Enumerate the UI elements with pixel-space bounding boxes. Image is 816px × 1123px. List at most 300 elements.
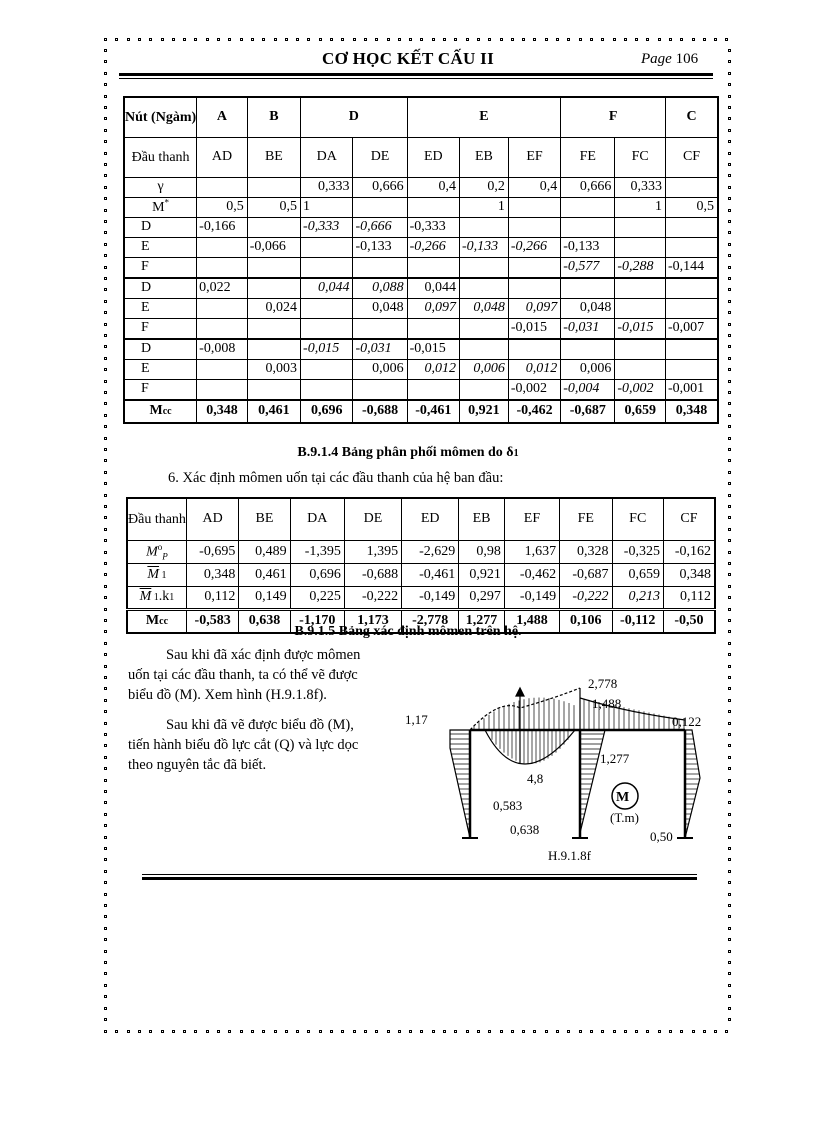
border-dot — [725, 38, 728, 41]
t2-value: -0,149 — [402, 586, 459, 609]
border-dot — [488, 1030, 491, 1033]
t2-total-value: 0,106 — [560, 609, 612, 633]
border-dot — [728, 950, 731, 953]
distribution-value — [460, 217, 509, 237]
row-label: D — [124, 278, 197, 299]
distribution-value: -0,015 — [301, 339, 353, 360]
distribution-value: -0,666 — [353, 217, 407, 237]
border-dot — [296, 1030, 299, 1033]
border-dot — [172, 38, 175, 41]
border-dot — [104, 790, 107, 793]
border-dot — [533, 1030, 536, 1033]
border-dot — [511, 38, 514, 41]
t2-total-value: -1,170 — [290, 609, 344, 633]
border-dot — [728, 961, 731, 964]
distribution-value: -0,266 — [407, 237, 459, 257]
border-dot — [728, 334, 731, 337]
t2-total-value: 1,173 — [344, 609, 401, 633]
end-de: DE — [353, 137, 407, 177]
border-dot — [104, 585, 107, 588]
border-dot — [635, 38, 638, 41]
distribution-value: 0,048 — [353, 298, 407, 318]
distribution-value — [197, 359, 248, 379]
border-dot — [728, 870, 731, 873]
border-dot — [206, 38, 209, 41]
distribution-value: -0,333 — [301, 217, 353, 237]
border-dot — [104, 676, 107, 679]
border-dot — [728, 243, 731, 246]
distribution-row — [124, 379, 718, 400]
border-dot — [728, 938, 731, 941]
border-dot — [590, 38, 593, 41]
border-dot — [728, 893, 731, 896]
border-dot — [172, 1030, 175, 1033]
border-dot — [387, 38, 390, 41]
border-dot — [420, 1030, 423, 1033]
t2-value: 0,297 — [459, 586, 505, 609]
table1-caption: B.9.1.4 Bảng phân phối mômen do δ1 — [297, 445, 519, 460]
border-dot — [104, 642, 107, 645]
gamma-value — [666, 177, 719, 197]
border-dot — [398, 1030, 401, 1033]
row-label: E — [124, 359, 197, 379]
mstar-value: 1 — [301, 197, 353, 217]
t2-value: 0,98 — [459, 540, 505, 563]
t2-value: -0,688 — [344, 563, 401, 586]
header-rule-thin — [119, 78, 713, 79]
border-dot — [104, 562, 107, 565]
border-dot — [728, 391, 731, 394]
distribution-value: -0,008 — [197, 339, 248, 360]
border-dot — [104, 209, 107, 212]
distribution-value: -0,144 — [666, 257, 719, 278]
total-value: 0,659 — [615, 400, 666, 423]
distribution-value — [301, 318, 353, 339]
border-dot — [728, 801, 731, 804]
mstar-value — [561, 197, 615, 217]
label-0583: 0,583 — [493, 798, 523, 813]
border-dot — [725, 1030, 728, 1033]
figure-caption: H.9.1.8f — [548, 848, 591, 863]
border-dot — [104, 687, 107, 690]
row-label: E — [124, 298, 197, 318]
distribution-value: -0,288 — [615, 257, 666, 278]
distribution-value — [301, 379, 353, 400]
border-dot — [466, 38, 469, 41]
distribution-value: -0,004 — [561, 379, 615, 400]
mstar-value — [508, 197, 560, 217]
border-dot — [240, 38, 243, 41]
ends-label: Đầu thanh — [124, 137, 197, 177]
distribution-row — [124, 257, 718, 278]
gamma-value: 0,4 — [407, 177, 459, 197]
node-header-row — [124, 97, 718, 137]
distribution-value: -0,002 — [615, 379, 666, 400]
border-dot — [635, 1030, 638, 1033]
border-dot — [364, 38, 367, 41]
border-dot — [387, 1030, 390, 1033]
distribution-value: 0,012 — [407, 359, 459, 379]
p2-line1: Sau khi đã vẽ được biểu đồ (M), — [166, 717, 354, 733]
t2-value: -1,395 — [290, 540, 344, 563]
total-row — [124, 400, 718, 423]
border-dot — [669, 1030, 672, 1033]
border-dot — [251, 38, 254, 41]
p2-line3: theo nguyên tắc đã biết. — [128, 757, 267, 773]
border-dot — [728, 380, 731, 383]
t2-row — [127, 540, 715, 563]
border-dot — [728, 174, 731, 177]
border-dot — [728, 277, 731, 280]
node-c: C — [666, 97, 719, 137]
distribution-value — [407, 379, 459, 400]
border-dot — [728, 186, 731, 189]
border-dot — [728, 881, 731, 884]
border-dot — [307, 1030, 310, 1033]
border-dot — [104, 494, 107, 497]
border-dot — [728, 596, 731, 599]
t2-value: 0,112 — [663, 586, 715, 609]
border-dot — [466, 1030, 469, 1033]
border-dot — [104, 573, 107, 576]
border-dot — [601, 1030, 604, 1033]
border-dot — [104, 950, 107, 953]
distribution-value — [247, 257, 300, 278]
distribution-value: 0,097 — [407, 298, 459, 318]
border-dot — [692, 38, 695, 41]
border-dot — [728, 323, 731, 326]
distribution-value — [460, 257, 509, 278]
border-dot — [104, 744, 107, 747]
border-dot — [330, 1030, 333, 1033]
border-dot — [669, 38, 672, 41]
border-dot — [728, 357, 731, 360]
border-dot — [579, 38, 582, 41]
border-dot — [161, 38, 164, 41]
moment-distribution-table — [123, 96, 719, 424]
distribution-value: -0,015 — [615, 318, 666, 339]
border-dot — [728, 117, 731, 120]
distribution-value — [460, 379, 509, 400]
distribution-value — [615, 359, 666, 379]
t2-row — [127, 586, 715, 609]
gamma-value — [247, 177, 300, 197]
border-dot — [104, 505, 107, 508]
t2-value: -0,695 — [186, 540, 238, 563]
end-ed: ED — [407, 137, 459, 177]
mstar-value: 0,5 — [197, 197, 248, 217]
border-dot — [567, 38, 570, 41]
end-cf: CF — [666, 137, 719, 177]
border-dot — [728, 266, 731, 269]
t2-value: -0,462 — [504, 563, 559, 586]
border-dot — [104, 915, 107, 918]
gamma-value — [197, 177, 248, 197]
border-dot — [500, 1030, 503, 1033]
border-dot — [728, 539, 731, 542]
t2-total-value: 1,488 — [504, 609, 559, 633]
border-dot — [104, 323, 107, 326]
gamma-value: 0,666 — [353, 177, 407, 197]
ends-row — [124, 137, 718, 177]
border-dot — [104, 858, 107, 861]
distribution-row — [124, 237, 718, 257]
border-dot — [728, 95, 731, 98]
distribution-row — [124, 217, 718, 237]
distribution-value — [407, 318, 459, 339]
border-dot — [728, 528, 731, 531]
distribution-value — [508, 278, 560, 299]
distribution-value — [615, 339, 666, 360]
border-dot — [728, 83, 731, 86]
border-dot — [104, 881, 107, 884]
border-dot — [646, 38, 649, 41]
distribution-value — [301, 257, 353, 278]
border-dot — [680, 1030, 683, 1033]
border-dot — [714, 38, 717, 41]
border-dot — [104, 414, 107, 417]
border-dot — [138, 1030, 141, 1033]
border-dot — [104, 425, 107, 428]
distribution-value — [247, 379, 300, 400]
distribution-value: -0,577 — [561, 257, 615, 278]
border-dot — [567, 1030, 570, 1033]
distribution-row — [124, 339, 718, 360]
border-dot — [104, 231, 107, 234]
border-dot — [728, 779, 731, 782]
distribution-value — [615, 237, 666, 257]
t2-value: -0,222 — [344, 586, 401, 609]
t2-value: 0,348 — [186, 563, 238, 586]
page-header-title: CƠ HỌC KẾT CẤU II — [322, 49, 494, 68]
border-dot — [104, 402, 107, 405]
table2-caption: B.9.1.5 Bảng xác định mômen trên hệ. — [294, 624, 522, 639]
border-dot — [728, 551, 731, 554]
border-dot — [477, 1030, 480, 1033]
total-value: -0,687 — [561, 400, 615, 423]
distribution-value — [197, 237, 248, 257]
border-dot — [228, 1030, 231, 1033]
border-dot — [104, 653, 107, 656]
mstar-value — [407, 197, 459, 217]
distribution-value: 0,024 — [247, 298, 300, 318]
border-dot — [115, 1030, 118, 1033]
node-d: D — [301, 97, 408, 137]
label-0122: 0,122 — [672, 714, 702, 729]
border-dot — [104, 893, 107, 896]
label-050: 0,50 — [650, 829, 673, 844]
distribution-value — [460, 339, 509, 360]
distribution-value — [508, 217, 560, 237]
border-dot — [728, 733, 731, 736]
row-label: F — [124, 379, 197, 400]
border-dot — [104, 1018, 107, 1021]
border-dot — [274, 38, 277, 41]
border-dot — [104, 482, 107, 485]
border-dot — [104, 847, 107, 850]
border-dot — [104, 596, 107, 599]
border-dot — [104, 801, 107, 804]
total-value: 0,921 — [460, 400, 509, 423]
t2-end-da: DA — [290, 498, 344, 540]
border-dot — [104, 870, 107, 873]
distribution-value — [561, 339, 615, 360]
border-dot — [262, 1030, 265, 1033]
t2-ends-label: Đầu thanh — [127, 498, 186, 540]
t2-value: 0,328 — [560, 540, 612, 563]
footer-rule-thin — [142, 874, 697, 875]
distribution-row — [124, 359, 718, 379]
border-dot — [104, 129, 107, 132]
border-dot — [104, 311, 107, 314]
border-dot — [104, 368, 107, 371]
distribution-value — [247, 217, 300, 237]
t2-value: 0,659 — [612, 563, 663, 586]
border-dot — [545, 1030, 548, 1033]
distribution-value: 0,012 — [508, 359, 560, 379]
border-dot — [522, 38, 525, 41]
border-dot — [728, 425, 731, 428]
border-dot — [104, 277, 107, 280]
gamma-label: γ — [124, 177, 197, 197]
border-dot — [104, 984, 107, 987]
node-header-label: Nút (Ngàm) — [124, 97, 197, 137]
distribution-value: -0,333 — [407, 217, 459, 237]
total-value: 0,696 — [301, 400, 353, 423]
border-dot — [728, 482, 731, 485]
border-dot — [728, 1007, 731, 1010]
border-dot — [728, 437, 731, 440]
border-dot — [104, 197, 107, 200]
border-dot — [296, 38, 299, 41]
distribution-value — [615, 298, 666, 318]
border-dot — [728, 585, 731, 588]
border-dot — [590, 1030, 593, 1033]
border-dot — [728, 231, 731, 234]
t2-end-fc: FC — [612, 498, 663, 540]
distribution-value — [301, 298, 353, 318]
border-dot — [728, 847, 731, 850]
border-dot — [104, 961, 107, 964]
border-dot — [104, 254, 107, 257]
border-dot — [511, 1030, 514, 1033]
border-dot — [285, 1030, 288, 1033]
border-dot — [728, 494, 731, 497]
border-dot — [115, 38, 118, 41]
distribution-value — [615, 217, 666, 237]
t2-value: 0,921 — [459, 563, 505, 586]
end-ad: AD — [197, 137, 248, 177]
t2-row-label: $M^o_P$ — [127, 540, 186, 563]
distribution-value: 0,022 — [197, 278, 248, 299]
border-dot — [409, 38, 412, 41]
border-dot — [104, 824, 107, 827]
label-2778: 2,778 — [588, 676, 618, 691]
border-dot — [375, 1030, 378, 1033]
distribution-value: 0,006 — [353, 359, 407, 379]
border-dot — [728, 311, 731, 314]
node-b: B — [247, 97, 300, 137]
border-dot — [728, 790, 731, 793]
border-dot — [545, 38, 548, 41]
border-dot — [104, 83, 107, 86]
border-dot — [375, 38, 378, 41]
gamma-value: 0,2 — [460, 177, 509, 197]
p2-line2: tiến hành biểu đồ lực cắt (Q) và lực dọc — [128, 737, 359, 753]
border-dot — [104, 163, 107, 166]
total-label: Mcc — [124, 400, 197, 423]
border-dot — [104, 813, 107, 816]
border-dot — [149, 1030, 152, 1033]
footer-rule — [142, 877, 697, 880]
border-dot — [104, 117, 107, 120]
end-fc: FC — [615, 137, 666, 177]
border-dot — [149, 38, 152, 41]
total-value: 0,348 — [197, 400, 248, 423]
t2-value: 0,149 — [239, 586, 290, 609]
gamma-value: 0,333 — [301, 177, 353, 197]
border-dot — [728, 744, 731, 747]
border-dot — [454, 1030, 457, 1033]
distribution-value: -0,031 — [561, 318, 615, 339]
t2-row-label: $\overline{M}$ 1 — [127, 563, 186, 586]
distribution-value — [247, 339, 300, 360]
border-dot — [556, 1030, 559, 1033]
t2-total-value: -0,112 — [612, 609, 663, 633]
border-dot — [127, 38, 130, 41]
t2-value: 0,112 — [186, 586, 238, 609]
border-dot — [728, 824, 731, 827]
t2-end-ef: EF — [504, 498, 559, 540]
border-dot — [533, 38, 536, 41]
border-dot — [728, 163, 731, 166]
distribution-value: 0,044 — [301, 278, 353, 299]
t2-row — [127, 563, 715, 586]
page-number: Page 106 — [641, 51, 699, 67]
border-dot — [104, 995, 107, 998]
border-dot — [728, 995, 731, 998]
border-dot — [319, 1030, 322, 1033]
border-dot — [728, 653, 731, 656]
border-dot — [728, 984, 731, 987]
border-dot — [728, 414, 731, 417]
label-1488: 1,488 — [592, 696, 622, 711]
total-value: -0,688 — [353, 400, 407, 423]
border-dot — [228, 38, 231, 41]
border-dot — [728, 710, 731, 713]
border-dot — [285, 38, 288, 41]
border-dot — [194, 1030, 197, 1033]
border-dot — [104, 516, 107, 519]
distribution-value — [247, 278, 300, 299]
t2-end-fe: FE — [560, 498, 612, 540]
border-dot — [432, 1030, 435, 1033]
border-dot — [104, 243, 107, 246]
t2-row-label: $\overline{M}$ 1.k1 — [127, 586, 186, 609]
distribution-value — [460, 278, 509, 299]
border-dot — [728, 813, 731, 816]
border-dot — [432, 38, 435, 41]
border-dot — [624, 38, 627, 41]
border-dot — [104, 38, 107, 41]
t2-value: -0,687 — [560, 563, 612, 586]
border-dot — [728, 858, 731, 861]
distribution-value — [666, 339, 719, 360]
border-dot — [692, 1030, 695, 1033]
border-dot — [728, 288, 731, 291]
border-dot — [728, 687, 731, 690]
t2-value: 0,461 — [239, 563, 290, 586]
